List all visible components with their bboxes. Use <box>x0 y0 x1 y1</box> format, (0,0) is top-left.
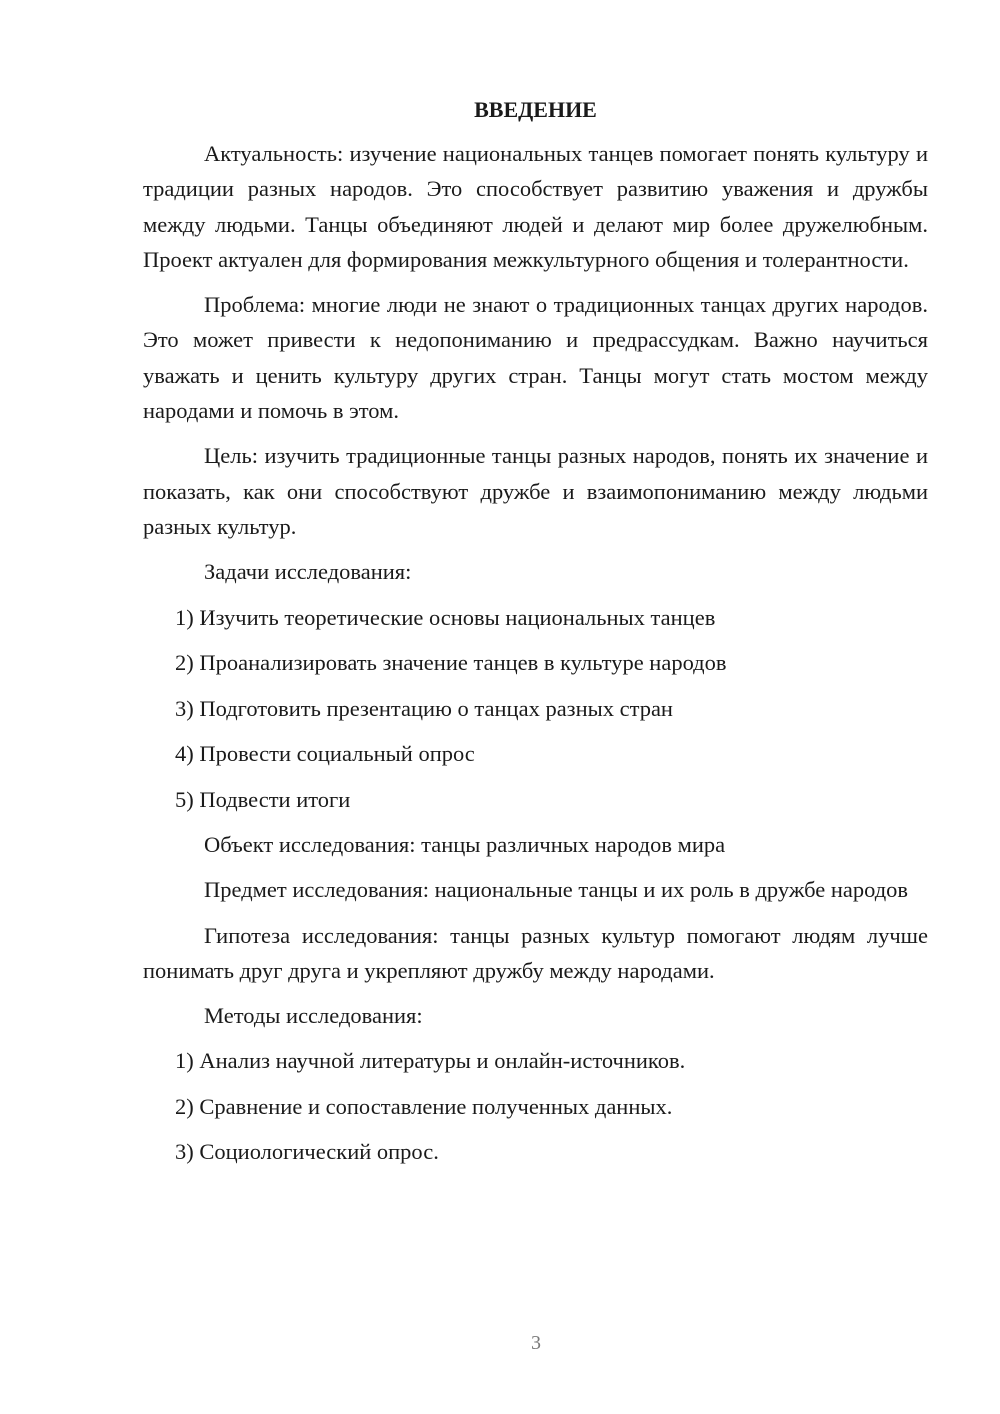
goal-paragraph: Цель: изучить традиционные танцы разных народов, понять их значение и показать, как они способствуют дружбе и взаимопониманию между людьми разных культур. <box>143 443 928 539</box>
methods-list <box>143 1043 928 1169</box>
task-item: 3) Подготовить презентацию о танцах разных стран <box>175 695 673 721</box>
page-number: 3 <box>531 1332 541 1354</box>
task-item: 4) Провести социальный опрос <box>175 741 475 767</box>
method-item: 1) Анализ научной литературы и онлайн-источников. <box>175 1048 686 1074</box>
problem-paragraph: Проблема: многие люди не знают о традиционных танцах других народов. Это может привести к недопониманию и предрассудкам. Важно научиться уважать и ценить культуру других стран. Танцы могут стать мостом между народами и помочь в этом. <box>143 292 928 424</box>
page-content <box>143 94 928 1180</box>
task-item: 2) Проанализировать значение танцев в культуре народов <box>175 650 727 676</box>
tasks-list <box>143 600 928 817</box>
relevance-paragraph: Актуальность: изучение национальных танцев помогает понять культуру и традиции разных народов. Это способствует развитию уважения и дружбы между людьми. Танцы объединяют людей и делают мир более дружелюбным. Проект актуален для формирования межкультурного общения и толерантности. <box>143 141 928 272</box>
method-item: 2) Сравнение и сопоставление полученных данных. <box>175 1093 673 1119</box>
tasks-heading: Задачи исследования: <box>204 559 412 585</box>
method-item: 3) Социологический опрос. <box>175 1139 439 1165</box>
section-title: ВВЕДЕНИЕ <box>474 97 597 122</box>
hypothesis-paragraph: Гипотеза исследования: танцы разных культур помогают людям лучше понимать друг друга и укрепляют дружбу между народами. <box>143 922 928 983</box>
methods-heading: Методы исследования: <box>204 1003 423 1029</box>
subject-paragraph: Предмет исследования: национальные танцы и их роль в дружбе народов <box>204 877 909 903</box>
task-item: 5) Подвести итоги <box>175 786 351 812</box>
task-item: 1) Изучить теоретические основы национальных танцев <box>175 604 716 630</box>
object-paragraph: Объект исследования: танцы различных народов мира <box>204 831 726 857</box>
